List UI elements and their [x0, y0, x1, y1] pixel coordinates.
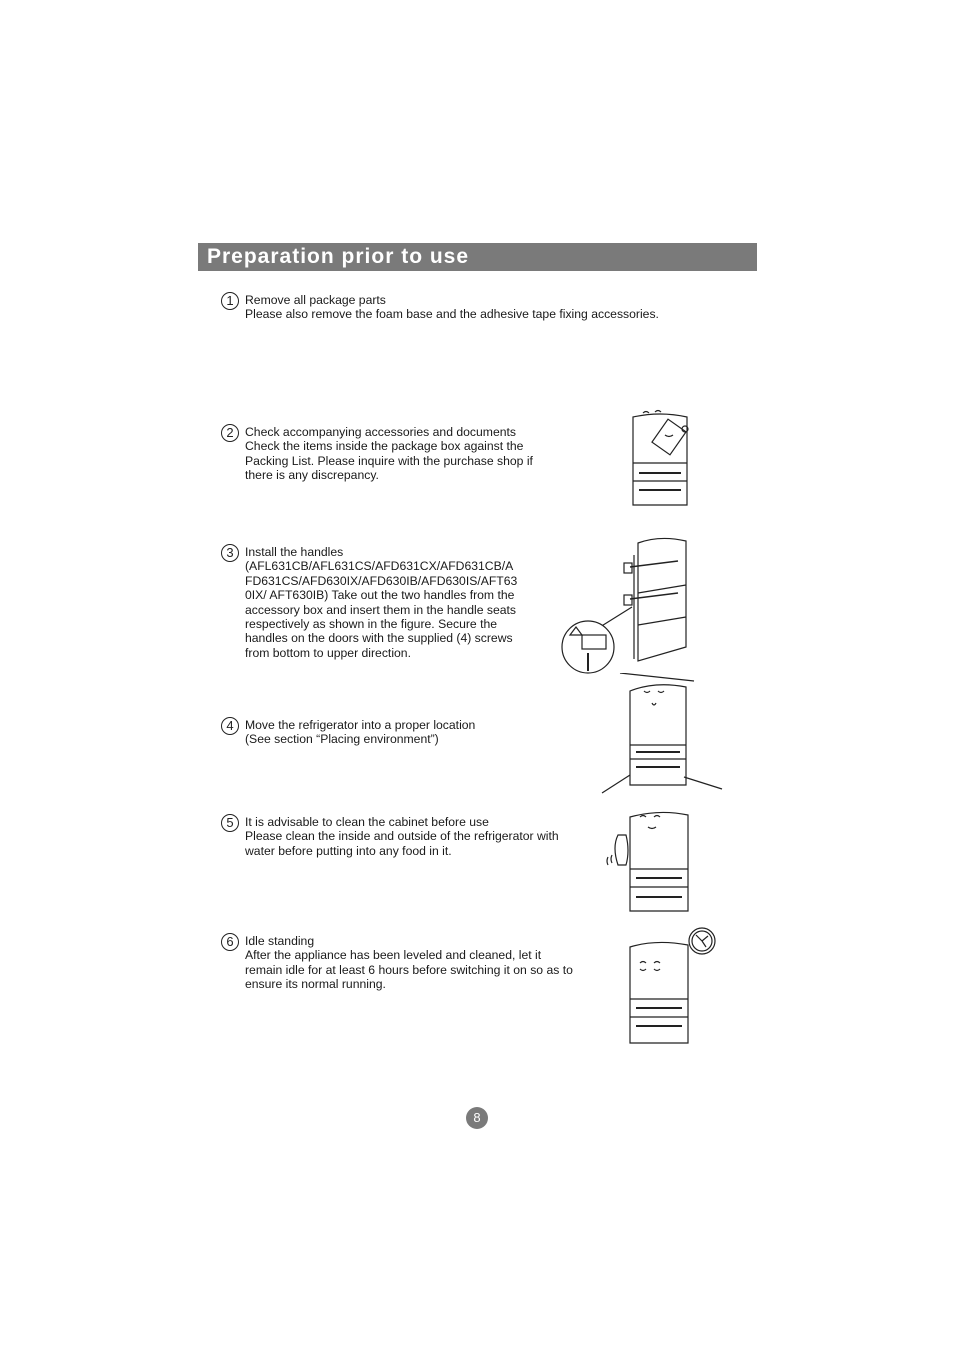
step-number: 3 [221, 544, 239, 562]
step-heading: Remove all package parts [245, 293, 386, 307]
step-line: (AFL631CB/AFL631CS/AFD631CX/AFD631CB/A [245, 559, 514, 574]
step-line: handles on the doors with the supplied (4) screws [245, 631, 513, 646]
step-text [245, 545, 517, 660]
step-line: (See section “Placing environment”) [245, 732, 439, 747]
step-line: remain idle for at least 6 hours before switching it on so as to [245, 962, 573, 977]
step-heading: Move the refrigerator into a proper location [245, 718, 476, 732]
step-line: from bottom to upper direction. [245, 645, 411, 660]
step-line: After the appliance has been leveled and cleaned, let it [245, 948, 542, 963]
step-text [245, 425, 533, 483]
fridge-location-illustration [600, 673, 724, 795]
step-line: 0IX/ AFT630IB) Take out the two handles from the [245, 588, 515, 603]
fridge-idle-illustration [626, 925, 718, 1047]
step-number: 1 [221, 292, 239, 310]
step-line: FD631CS/AFD630IX/AFD630IB/AFD630IS/AFT63 [245, 573, 518, 588]
step-line: Packing List. Please inquire with the purchase shop if [245, 453, 533, 468]
page-title: Preparation prior to use [207, 245, 470, 268]
handle-install-illustration [560, 535, 692, 677]
step-heading: Install the handles [245, 545, 344, 559]
step-text [245, 934, 573, 992]
step-line: Please also remove the foam base and the adhesive tape fixing accessories. [245, 307, 659, 322]
step-number: 5 [221, 814, 239, 832]
step-line: Check the items inside the package box against the [245, 439, 524, 454]
section-header [198, 243, 757, 271]
step-line: respectively as shown in the figure. Secure the [245, 617, 498, 632]
step-line: accessory box and insert them in the handle seats [245, 602, 516, 617]
step-heading: Idle standing [245, 934, 315, 948]
step-heading: It is advisable to clean the cabinet before use [245, 815, 489, 829]
step-text [245, 293, 659, 322]
step-number: 2 [221, 424, 239, 442]
step-line: ensure its normal running. [245, 977, 386, 992]
fridge-documents-illustration [625, 405, 695, 510]
page-number: 8 [466, 1107, 488, 1129]
step-line: there is any discrepancy. [245, 468, 379, 483]
step-line: water before putting into any food in it. [245, 843, 452, 858]
step-text [245, 815, 559, 858]
step-line: Please clean the inside and outside of the refrigerator with [245, 829, 559, 844]
step-heading: Check accompanying accessories and documents [245, 425, 516, 439]
step-number: 6 [221, 933, 239, 951]
fridge-cleaning-illustration [604, 807, 694, 915]
step-text [245, 718, 475, 747]
step-number: 4 [221, 717, 239, 735]
